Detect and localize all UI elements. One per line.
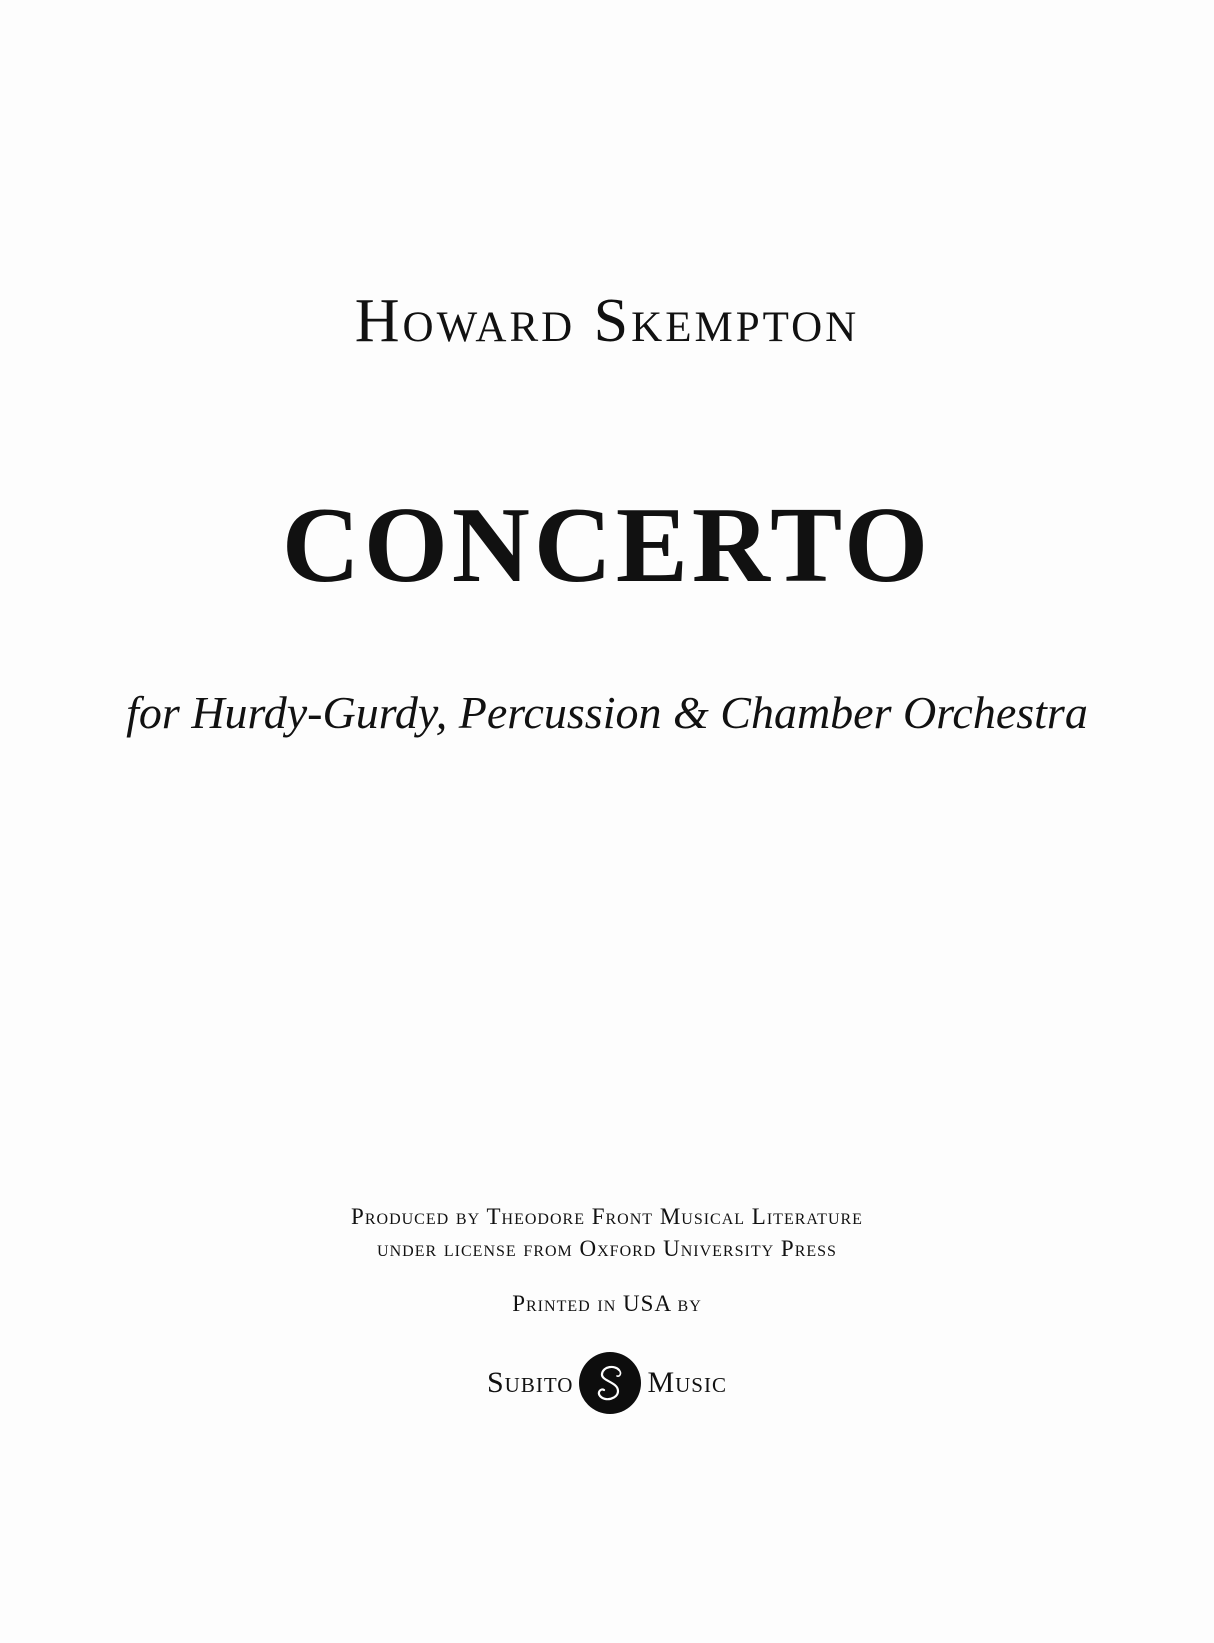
subito-s-logo-icon: [579, 1352, 641, 1414]
publisher-logo: [0, 1352, 1214, 1414]
license-credit: under license from Oxford University Press: [377, 1236, 837, 1261]
composer-name: Howard Skempton: [354, 287, 860, 355]
instrumentation-subtitle: for Hurdy-Gurdy, Percussion & Chamber Orchestra: [126, 687, 1088, 738]
printed-by-credit: Printed in USA by: [512, 1291, 702, 1316]
work-title: CONCERTO: [281, 486, 933, 605]
producer-credit: Produced by Theodore Front Musical Literature: [351, 1204, 863, 1229]
publisher-name-left: Subito: [487, 1366, 574, 1399]
publisher-name-right: Music: [647, 1366, 727, 1399]
